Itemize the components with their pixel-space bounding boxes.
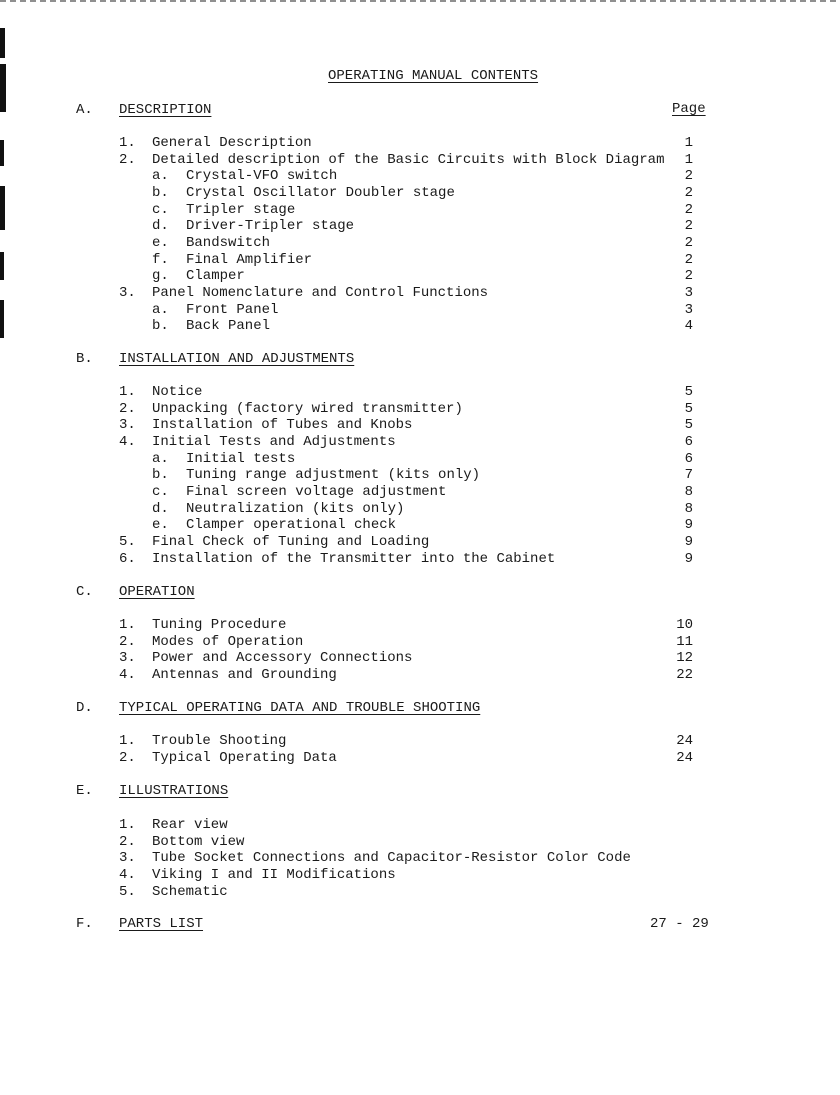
- item-page: 3: [684, 301, 693, 318]
- item-number: 6.: [119, 550, 136, 567]
- item-page: 12: [676, 650, 693, 667]
- item-page: 8: [684, 483, 693, 500]
- subitem-number: b.: [152, 184, 169, 201]
- item-text: Detailed description of the Basic Circuits with Block Diagram: [152, 151, 665, 168]
- subitem-number: a.: [152, 168, 169, 185]
- subitem-text: Crystal Oscillator Doubler stage: [186, 184, 455, 201]
- item-number: 1.: [119, 384, 136, 400]
- section-letter: C.: [76, 584, 93, 600]
- item-page: 2: [684, 184, 693, 201]
- item-page: 6: [684, 433, 693, 450]
- binding-mark: [0, 28, 5, 58]
- subitem-number: e.: [152, 517, 169, 534]
- binding-mark: [0, 64, 6, 112]
- item-text: Initial Tests and Adjustments: [152, 433, 396, 450]
- item-page: 2: [684, 251, 693, 268]
- subitem-text: Final Amplifier: [186, 251, 313, 268]
- item-page: 8: [684, 500, 693, 517]
- item-text: Panel Nomenclature and Control Functions: [152, 284, 489, 301]
- item-page: 24: [676, 749, 693, 766]
- item-page: 9: [684, 550, 693, 567]
- item-text: Final Check of Tuning and Loading: [152, 533, 430, 550]
- subitem-text: Driver-Tripler stage: [186, 218, 355, 235]
- item-page: 2: [684, 268, 693, 285]
- item-text: Trouble Shooting: [152, 733, 287, 749]
- subitem-number: c.: [152, 201, 169, 218]
- subitem-text: Crystal-VFO switch: [186, 168, 338, 185]
- item-number: 4.: [119, 866, 136, 883]
- item-page: 5: [684, 384, 693, 400]
- section-letter: B.: [76, 351, 93, 367]
- subitem-text: Tuning range adjustment (kits only): [186, 467, 481, 484]
- item-text: Tuning Procedure: [152, 617, 287, 633]
- section-letter: D.: [76, 700, 93, 716]
- item-page: 22: [676, 666, 693, 683]
- item-text: Bottom view: [152, 833, 245, 850]
- item-page: 11: [676, 633, 693, 650]
- item-page: 7: [684, 467, 693, 484]
- section-letter: F.: [76, 916, 93, 932]
- item-text: Notice: [152, 384, 203, 400]
- item-number: 3.: [119, 650, 136, 667]
- item-number: 2.: [119, 633, 136, 650]
- subitem-number: d.: [152, 218, 169, 235]
- binding-mark: [0, 140, 4, 166]
- item-page: 5: [684, 417, 693, 434]
- section-heading: OPERATION: [119, 584, 195, 600]
- subitem-text: Initial tests: [186, 450, 296, 467]
- item-page: 2: [684, 234, 693, 251]
- subitem-number: g.: [152, 268, 169, 285]
- item-number: 2.: [119, 749, 136, 766]
- section-letter: A.: [76, 102, 93, 118]
- item-text: Unpacking (factory wired transmitter): [152, 400, 463, 417]
- subitem-number: a.: [152, 450, 169, 467]
- subitem-text: Final screen voltage adjustment: [186, 483, 447, 500]
- binding-mark: [0, 300, 4, 338]
- item-page: 2: [684, 201, 693, 218]
- subitem-text: Neutralization (kits only): [186, 500, 405, 517]
- item-page: 1: [684, 135, 693, 151]
- page-title: OPERATING MANUAL CONTENTS: [328, 68, 539, 84]
- item-page: 4: [684, 318, 693, 335]
- item-number: 4.: [119, 666, 136, 683]
- item-number: 4.: [119, 433, 136, 450]
- item-page: 1: [684, 151, 693, 168]
- item-page: 9: [684, 533, 693, 550]
- item-text: Installation of the Transmitter into the Cabinet: [152, 550, 556, 567]
- subitem-text: Front Panel: [186, 301, 279, 318]
- item-number: 5.: [119, 533, 136, 550]
- item-number: 3.: [119, 417, 136, 434]
- item-text: Schematic: [152, 883, 228, 900]
- item-text: Antennas and Grounding: [152, 666, 337, 683]
- section-heading: PARTS LIST: [119, 916, 204, 932]
- subitem-number: f.: [152, 251, 169, 268]
- item-text: Typical Operating Data: [152, 749, 337, 766]
- section-heading: ILLUSTRATIONS: [119, 783, 229, 799]
- scan-edge: [0, 0, 840, 2]
- binding-mark: [0, 186, 5, 230]
- subitem-number: e.: [152, 234, 169, 251]
- item-page: 6: [684, 450, 693, 467]
- subitem-text: Back Panel: [186, 318, 271, 335]
- item-text: Viking I and II Modifications: [152, 866, 396, 883]
- section-heading: INSTALLATION AND ADJUSTMENTS: [119, 351, 355, 367]
- page-column-header: Page: [672, 101, 706, 117]
- item-page: 3: [684, 284, 693, 301]
- item-number: 1.: [119, 733, 136, 749]
- item-number: 5.: [119, 883, 136, 900]
- section-heading: DESCRIPTION: [119, 102, 212, 118]
- item-number: 2.: [119, 400, 136, 417]
- item-text: General Description: [152, 135, 312, 151]
- item-number: 1.: [119, 135, 136, 151]
- item-page: 2: [684, 218, 693, 235]
- section-heading: TYPICAL OPERATING DATA AND TROUBLE SHOOTING: [119, 700, 481, 716]
- subitem-number: a.: [152, 301, 169, 318]
- item-number: 1.: [119, 617, 136, 633]
- item-number: 1.: [119, 817, 136, 833]
- item-text: Rear view: [152, 817, 228, 833]
- subitem-number: b.: [152, 318, 169, 335]
- item-number: 3.: [119, 284, 136, 301]
- item-page: 9: [684, 517, 693, 534]
- subitem-text: Clamper operational check: [186, 517, 397, 534]
- item-text: Installation of Tubes and Knobs: [152, 417, 413, 434]
- binding-mark: [0, 252, 4, 280]
- subitem-number: b.: [152, 467, 169, 484]
- item-number: 3.: [119, 850, 136, 867]
- subitem-text: Bandswitch: [186, 234, 271, 251]
- item-text: Power and Accessory Connections: [152, 650, 413, 667]
- item-page: 5: [684, 400, 693, 417]
- item-page: 24: [676, 733, 693, 749]
- subitem-text: Clamper: [186, 268, 245, 285]
- item-page: 2: [684, 168, 693, 185]
- subitem-number: d.: [152, 500, 169, 517]
- subitem-text: Tripler stage: [186, 201, 296, 218]
- item-number: 2.: [119, 833, 136, 850]
- item-text: Tube Socket Connections and Capacitor-Resistor Color Code: [152, 850, 631, 867]
- subitem-number: c.: [152, 483, 169, 500]
- item-text: Modes of Operation: [152, 633, 304, 650]
- section-letter: E.: [76, 783, 93, 799]
- section-page: 27 - 29: [650, 916, 709, 932]
- item-number: 2.: [119, 151, 136, 168]
- item-page: 10: [676, 617, 693, 633]
